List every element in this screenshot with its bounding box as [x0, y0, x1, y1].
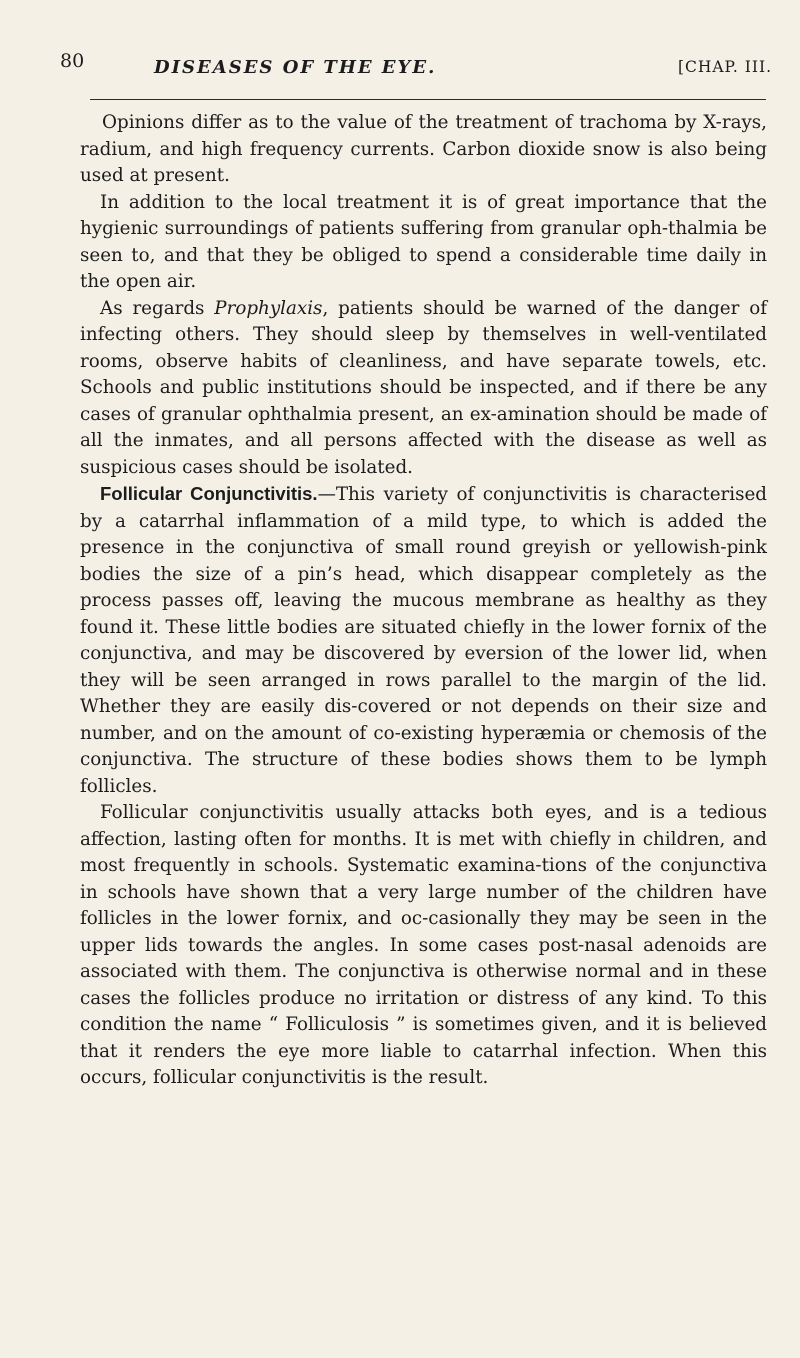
prophylaxis-term: Prophylaxis: [214, 297, 323, 319]
prophylaxis-text: , patients should be warned of the danger of infecting others. They should sleep by themselves in well-ventilated rooms, observe habits of cleanliness, and have separate towels, etc. Schools and public institutions should be inspected, and if there be any cases of granular ophthalmia present, an ex-amination should be made of all the inmates, and all persons affected with the disease as well as suspicious cases should be isolated.: [80, 297, 767, 478]
paragraph-treatment-opinions: Opinions differ as to the value of the treatment of trachoma by X-rays, radium, and high frequency currents. Carbon dioxide snow is also being used at present.: [80, 112, 767, 186]
running-title: DISEASES OF THE EYE.: [154, 57, 437, 78]
paragraph-hygiene: In addition to the local treatment it is of great importance that the hygienic surroundings of patients suffering from granular oph-thalmia be seen to, and that they be obliged to spend a considerable time daily in the open air.: [80, 191, 767, 292]
chapter-reference: [CHAP. III.: [677, 58, 772, 76]
prophylaxis-lead: As regards: [100, 297, 215, 319]
paragraph-follicular-course: Follicular conjunctivitis usually attacks both eyes, and is a tedious affection, lasting often for months. It is met with chiefly in children, and most frequently in schools. Systematic examina-tions of the conjunctiva in schools have shown that a very large number of the children have follicles in the lower fornix, and oc-casionally they may be seen in the upper lids towards the angles. In some cases post-nasal adenoids are associated with them. The conjunctiva is otherwise normal and in these cases the follicles produce no irritation or distress of any kind. To this condition the name “ Folliculosis ” is sometimes given, and it is believed that it renders the eye more liable to catarrhal infection. When this occurs, follicular conjunctivitis is the result.: [80, 802, 767, 1088]
section-heading: Follicular Conjunctivitis.: [100, 483, 318, 504]
page-header: [60, 50, 772, 80]
body-text: [80, 110, 767, 1092]
paragraph-prophylaxis: [80, 296, 767, 482]
page-number: 80: [60, 50, 85, 72]
follicular-description: —This variety of conjunctivitis is characterised by a catarrhal inflammation of a mild type, to which is added the presence in the conjunctiva of small round greyish or yellowish-pink bodies the size of a pin’s head, which disappear completely as the process passes off, leaving the mucous membrane as healthy as they found it. These little bodies are situated chiefly in the lower fornix of the conjunctiva, and may be discovered by eversion of the lower lid, when they will be seen arranged in rows parallel to the margin of the lid. Whether they are easily dis-covered or not depends on their size and number, and on the amount of co-existing hyperæmia or chemosis of the conjunctiva. The structure of these bodies shows them to be lymph follicles.: [80, 484, 767, 797]
header-rule: [90, 99, 766, 100]
paragraph-follicular-conjunctivitis: [80, 481, 767, 800]
